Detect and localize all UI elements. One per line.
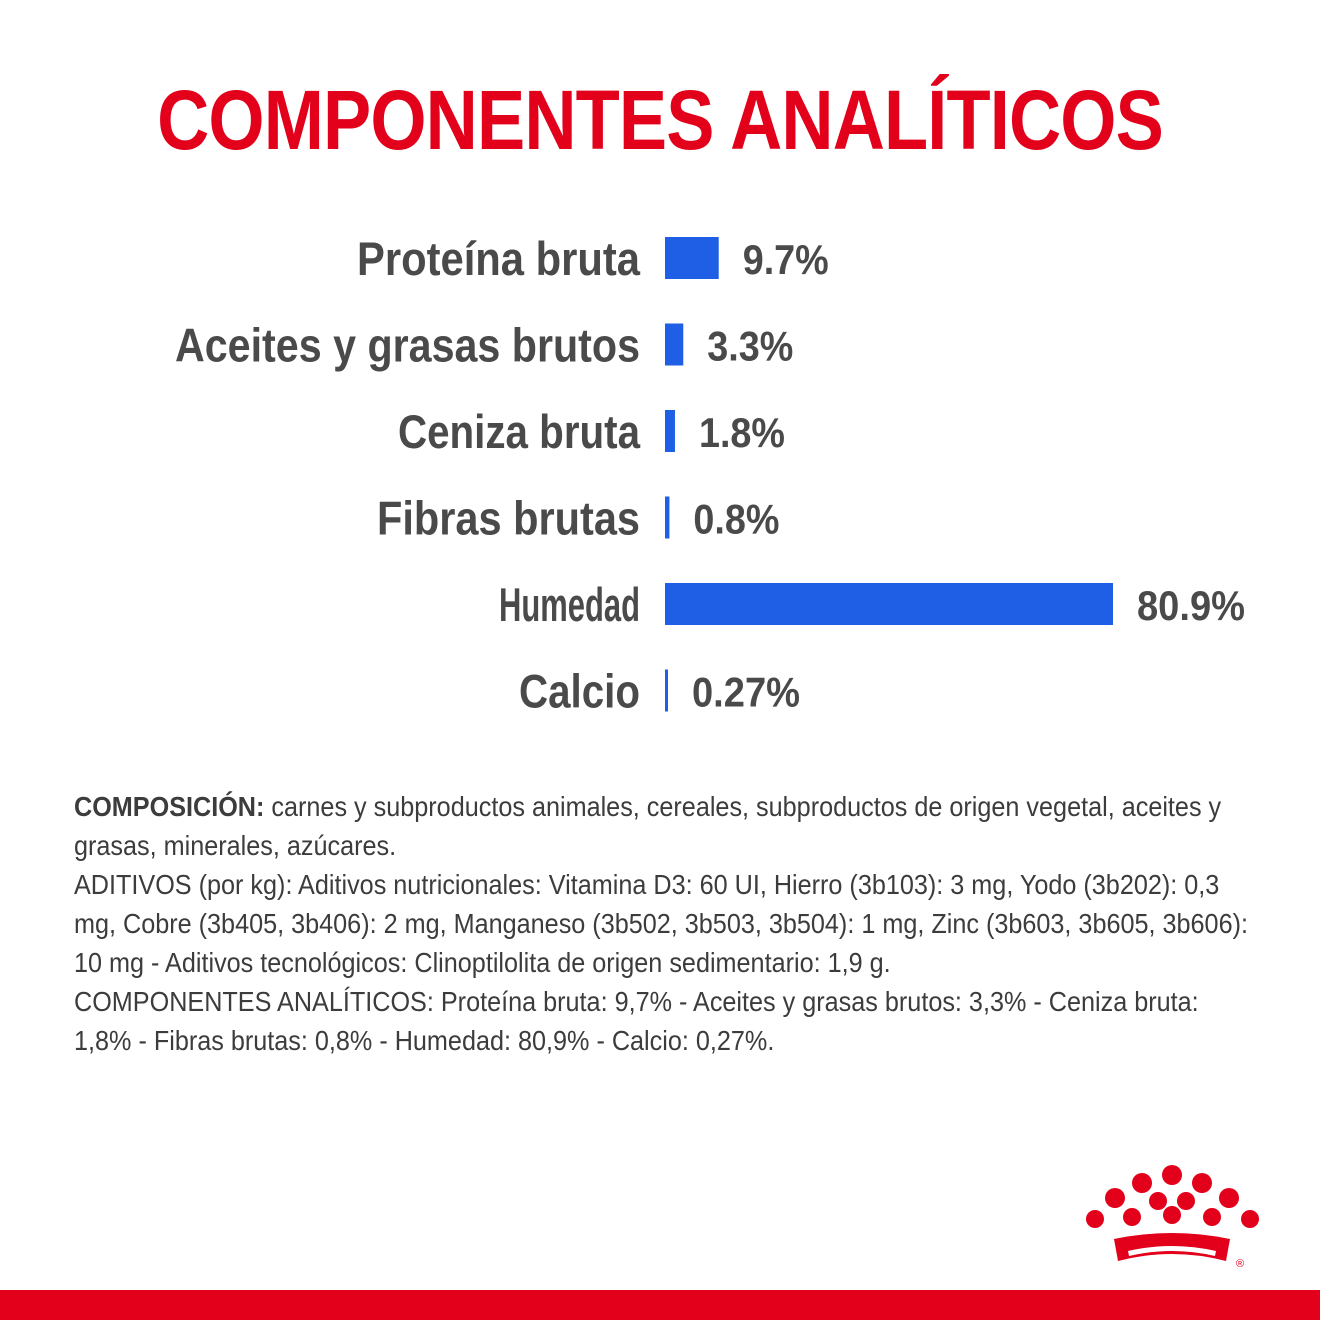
value-label: 0.8% — [693, 495, 780, 543]
bar — [665, 324, 683, 366]
analytical-paragraph: COMPONENTES ANALÍTICOS: Proteína bruta: 9,7% - Aceites y grasas brutos: 3,3% - Ceniza bruta: 1,8% - Fibras brutas: 0,8% - Humedad: 80,9% - Calcio: 0,27%. — [74, 986, 1199, 1056]
royal-canin-crown-icon — [1080, 1165, 1260, 1275]
bar — [665, 497, 669, 539]
crown-dot — [1192, 1173, 1212, 1193]
composition-ingredients: carnes y subproductos animales, cereales, subproductos de origen vegetal, aceites y grasas, minerales, azúcares. — [74, 791, 1222, 861]
crown-dot — [1219, 1188, 1239, 1208]
bar — [665, 237, 719, 279]
category-label: Calcio — [519, 664, 640, 718]
crown-dot — [1241, 1210, 1259, 1228]
crown-dot — [1163, 1206, 1181, 1224]
crown-dot — [1132, 1173, 1152, 1193]
value-label: 1.8% — [698, 409, 785, 456]
crown-dot — [1123, 1208, 1141, 1226]
value-label: 0.27% — [692, 668, 800, 716]
category-label: Aceites y grasas brutos — [175, 318, 640, 372]
bar — [665, 410, 675, 452]
bar — [665, 670, 668, 712]
value-label: 80.9% — [1137, 582, 1245, 629]
crown-dot — [1149, 1192, 1167, 1210]
registered-mark: ® — [1236, 1258, 1245, 1270]
composition-heading: COMPOSICIÓN: — [74, 791, 265, 822]
crown-dot — [1105, 1188, 1125, 1208]
category-label: Humedad — [499, 578, 640, 631]
crown-dot — [1203, 1208, 1221, 1226]
category-label: Fibras brutas — [377, 491, 640, 545]
crown-dot — [1086, 1210, 1104, 1228]
crown-dot — [1162, 1165, 1182, 1185]
value-label: 3.3% — [707, 322, 794, 370]
value-label: 9.7% — [742, 236, 829, 283]
bottom-brand-bar — [0, 1290, 1320, 1320]
category-label: Proteína bruta — [357, 232, 641, 285]
composition-paragraph — [74, 787, 1253, 865]
category-label: Ceniza bruta — [398, 405, 641, 458]
chart-title: COMPONENTES ANALÍTICOS — [157, 73, 1163, 167]
bar — [665, 583, 1113, 625]
composition-text — [74, 787, 1264, 1060]
additives-paragraph: ADITIVOS (por kg): Aditivos nutricionales: Vitamina D3: 60 UI, Hierro (3b103): 3 mg, Yodo (3b202): 0,3 mg, Cobre (3b405, 3b406): 2 mg, Manganeso (3b502, 3b503, 3b504): 1 mg, Zinc (3b603, 3b605, 3b606): 10 mg - Aditivos tecnológicos: Clinoptilolita de origen sedimentario: 1,9 g. — [74, 869, 1248, 978]
crown-dot — [1177, 1192, 1195, 1210]
